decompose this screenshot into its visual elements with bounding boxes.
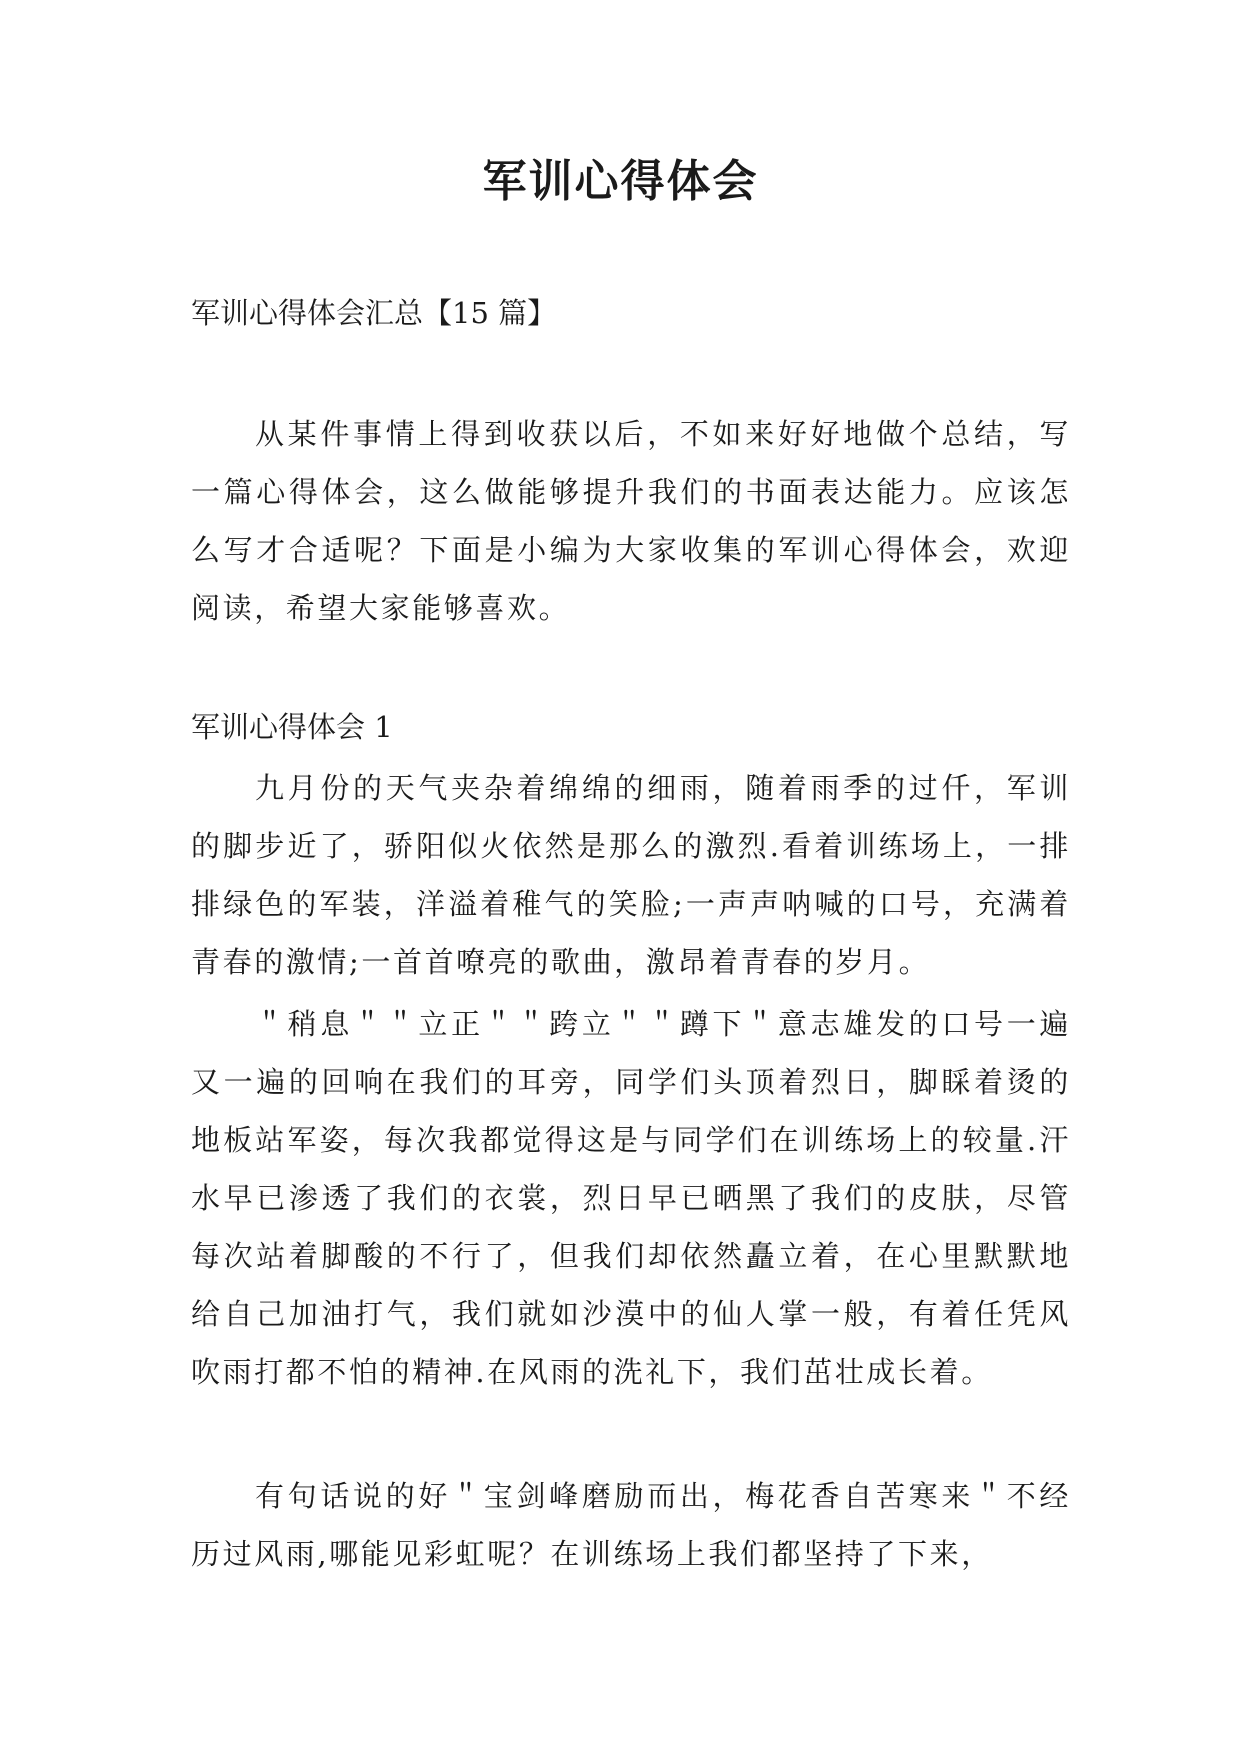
body-paragraph-2: ＂稍息＂＂立正＂＂跨立＂＂蹲下＂意志雄发的口号一遍又一遍的回响在我们的耳旁，同学们头顶着烈日，脚睬着烫的地板站军姿，每次我都觉得这是与同学们在训练场上的较量.汗水早已渗透了我们的衣裳，烈日早已晒黑了我们的皮肤，尽管每次站着脚酸的不行了，但我们却依然矗立着，在心里默默地给自己加油打气，我们就如沙漠中的仙人掌一般，有着任凭风吹雨打都不怕的精神.在风雨的洗礼下，我们茁壮成长着。 (191, 1007, 1071, 1389)
body-paragraph-3: 有句话说的好＂宝剑峰磨励而出，梅花香自苦寒来＂不经历过风雨,哪能见彩虹呢？在训练场上我们都坚持了下来， (191, 1479, 1071, 1571)
intro-paragraph: 从某件事情上得到收获以后，不如来好好地做个总结，写一篇心得体会，这么做能够提升我们的书面表达能力。应该怎么写才合适呢？下面是小编为大家收集的军训心得体会，欢迎阅读，希望大家能够喜欢。 (191, 417, 1071, 625)
document-title: 军训心得体会 (482, 156, 759, 207)
document-subtitle: 军训心得体会汇总【15 篇】 (191, 296, 557, 330)
section-heading: 军训心得体会 1 (191, 710, 393, 744)
body-paragraph-1: 九月份的天气夹杂着绵绵的细雨，随着雨季的过仟，军训的脚步近了，骄阳似火依然是那么的激烈.看着训练场上，一排排绿色的军装，洋溢着稚气的笑脸;一声声呐喊的口号，充满着青春的激情;一首首嘹亮的歌曲，激昂着青春的岁月。 (191, 771, 1071, 979)
